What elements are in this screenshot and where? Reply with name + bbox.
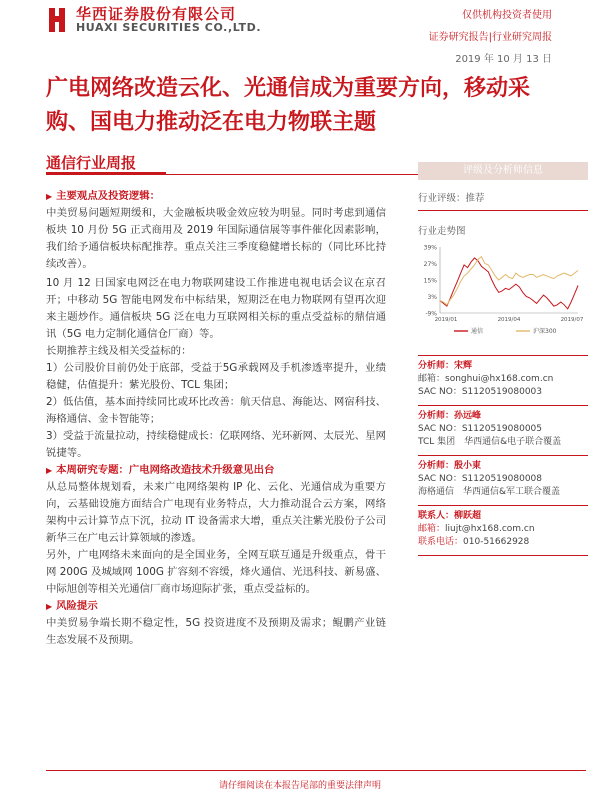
company-name-en: HUAXI SECURITIES CO.,LTD. <box>76 21 262 34</box>
divider <box>418 505 588 506</box>
paragraph: 2）低估值，基本面持续同比或环比改善：航天信息、海能达、网宿科技、海格通信、金卡智能等； <box>46 396 386 425</box>
y-tick-label: -9% <box>425 310 437 318</box>
paragraph: 中美贸易争端长期不稳定性，5G 投资进度不及预期及需求；鲲鹏产业链生态发展不及预期。 <box>46 617 386 646</box>
x-tick-label: 2019/04 <box>497 317 521 323</box>
footer-divider <box>46 770 586 771</box>
contact-email[interactable]: liujt@hx168.com.cn <box>445 524 535 534</box>
main-content <box>46 188 386 649</box>
report-category: 证券研究报告|行业研究周报 <box>428 32 552 43</box>
y-tick-label: 15% <box>423 277 437 285</box>
email-label: 邮箱： <box>418 524 446 534</box>
analyst-name: 孙远峰 <box>454 411 482 421</box>
sac-number: S1120519080008 <box>461 474 542 484</box>
divider <box>418 555 588 556</box>
paragraph: 另外，广电网络未来面向的是全国业务，全网互联互通是升级重点，骨干网 200G 及城域网 100G 扩容刻不容缓，烽火通信、光迅科技、新易盛、中际旭创等相关光通信厂商市场迎际扩张，重点受益标的。 <box>46 549 386 595</box>
divider <box>418 455 588 456</box>
y-tick-label: 27% <box>423 261 437 268</box>
analyst-role: 分析师： <box>418 411 455 421</box>
industry-rating <box>418 190 588 204</box>
analyst-name: 宋辉 <box>454 361 473 371</box>
y-tick-label: 3% <box>427 294 437 301</box>
legal-notice: 请仔细阅读在本报告尾部的重要法律声明 <box>218 781 381 791</box>
report-subtitle: 通信行业周报 <box>46 154 137 172</box>
series-line-2 <box>440 257 578 305</box>
legend-label: 通信 <box>471 328 484 335</box>
paragraph: 中美贸易问题短期缓和，大金融板块吸金效应较为明显。同时考虑到通信板块 10 月份 5G 正式商用及 2019 年国际通信展等事件催化因素影响，我们给予通信板块标配推荐。重点关注三季度稳健增长标的（同比环比持续改善）。 <box>46 207 386 270</box>
company-name-cn: 华西证券股份有限公司 <box>76 5 237 23</box>
contact-name: 柳跃超 <box>454 511 482 521</box>
sac-label: SAC NO： <box>418 424 462 434</box>
analyst-block-2 <box>418 410 588 449</box>
contact-role: 联系人： <box>418 511 455 521</box>
coverage-note: 海格通信 华西通信&军工联合覆盖 <box>418 487 561 497</box>
phone-label: 联系电话： <box>418 537 464 547</box>
triangle-bullet-icon: ▶ <box>46 602 53 611</box>
x-tick-label: 2019/01 <box>434 317 458 323</box>
y-tick-label: 39% <box>423 244 437 252</box>
analyst-name: 殷小東 <box>454 461 482 471</box>
paragraph: 从总局整体规划看，未来广电网络架构 IP 化、云化、光通信成为重要方向，云基础设施方面结合广电现有业务特点，大力推动混合云方案，网络架构中云计算节点下沉，拉动 IT 设备需求大增，重点关注紫光股份子公司新华三在广电云计算领域的渗透。 <box>46 481 386 544</box>
legend-label: 沪深300 <box>533 328 557 335</box>
triangle-bullet-icon: ▶ <box>46 192 53 201</box>
report-title: 广电网络改造云化、光通信成为重要方向，移动采购、国电力推动泛在电力物联主题 <box>46 76 531 135</box>
rating-label: 行业评级： <box>418 193 466 204</box>
triangle-bullet-icon: ▶ <box>46 466 53 475</box>
paragraph: 10 月 12 日国家电网泛在电力物联网建设工作推进电视电话会议在京召开；中移动 5G 智能电网发布中标结果，短期泛在电力物联网有望再次迎来主题炒作。通信板块 5G 泛在电力互联网相关标的重点受益标的鼎信通讯（5G 电力定制化通信仓厂商）等。 <box>46 277 386 340</box>
sac-label: SAC NO： <box>418 387 462 397</box>
analyst-block-1 <box>418 360 588 399</box>
divider <box>418 210 588 211</box>
industry-trend-chart <box>418 241 588 341</box>
email-label: 邮箱： <box>418 374 446 384</box>
section-key-points-heading: ▶ 主要观点及投资逻辑： <box>46 190 161 202</box>
coverage-note: TCL 集团 华西通信&电子联合覆盖 <box>418 437 562 447</box>
divider <box>418 405 588 406</box>
trend-chart-title: 行业走势图 <box>418 226 466 237</box>
contact-block <box>418 510 588 549</box>
x-tick-label: 2019/07 <box>560 317 584 323</box>
paragraph: 1）公司股价目前仍处于底部，受益于5G承载网及手机渗透率提升，业绩稳健，估值提升：紫光股份、TCL 集团； <box>46 362 386 391</box>
subtitle-accent-bar <box>46 172 166 175</box>
report-date: 2019 年 10 月 13 日 <box>455 54 552 65</box>
sac-label: SAC NO： <box>418 474 462 484</box>
sac-number: S1120519080005 <box>461 424 542 434</box>
sidebar-heading: 评级及分析师信息 <box>418 162 588 180</box>
rating-value: 推荐 <box>465 193 485 204</box>
paragraph: 3）受益于流量拉动，持续稳健成长：亿联网络、光环新网、太辰光、星网锐捷等。 <box>46 430 386 459</box>
investor-notice: 仅供机构投资者使用 <box>462 10 552 21</box>
paragraph: 长期推荐主线及相关受益标的： <box>46 345 192 357</box>
analyst-email[interactable]: songhui@hx168.com.cn <box>445 374 554 384</box>
analyst-role: 分析师： <box>418 461 455 471</box>
section-weekly-topic-heading: ▶ 本周研究专题：广电网络改造技术升级意见出台 <box>46 464 275 476</box>
sidebar-analyst-info <box>418 162 588 732</box>
series-line-1 <box>440 258 578 309</box>
divider <box>418 355 588 356</box>
contact-phone: 010-51662928 <box>463 537 530 547</box>
section-risk-heading: ▶ 风险提示 <box>46 600 98 612</box>
sac-number: S1120519080003 <box>461 387 542 397</box>
analyst-role: 分析师： <box>418 361 455 371</box>
huaxi-logo-icon <box>46 4 68 34</box>
analyst-block-3 <box>418 460 588 499</box>
